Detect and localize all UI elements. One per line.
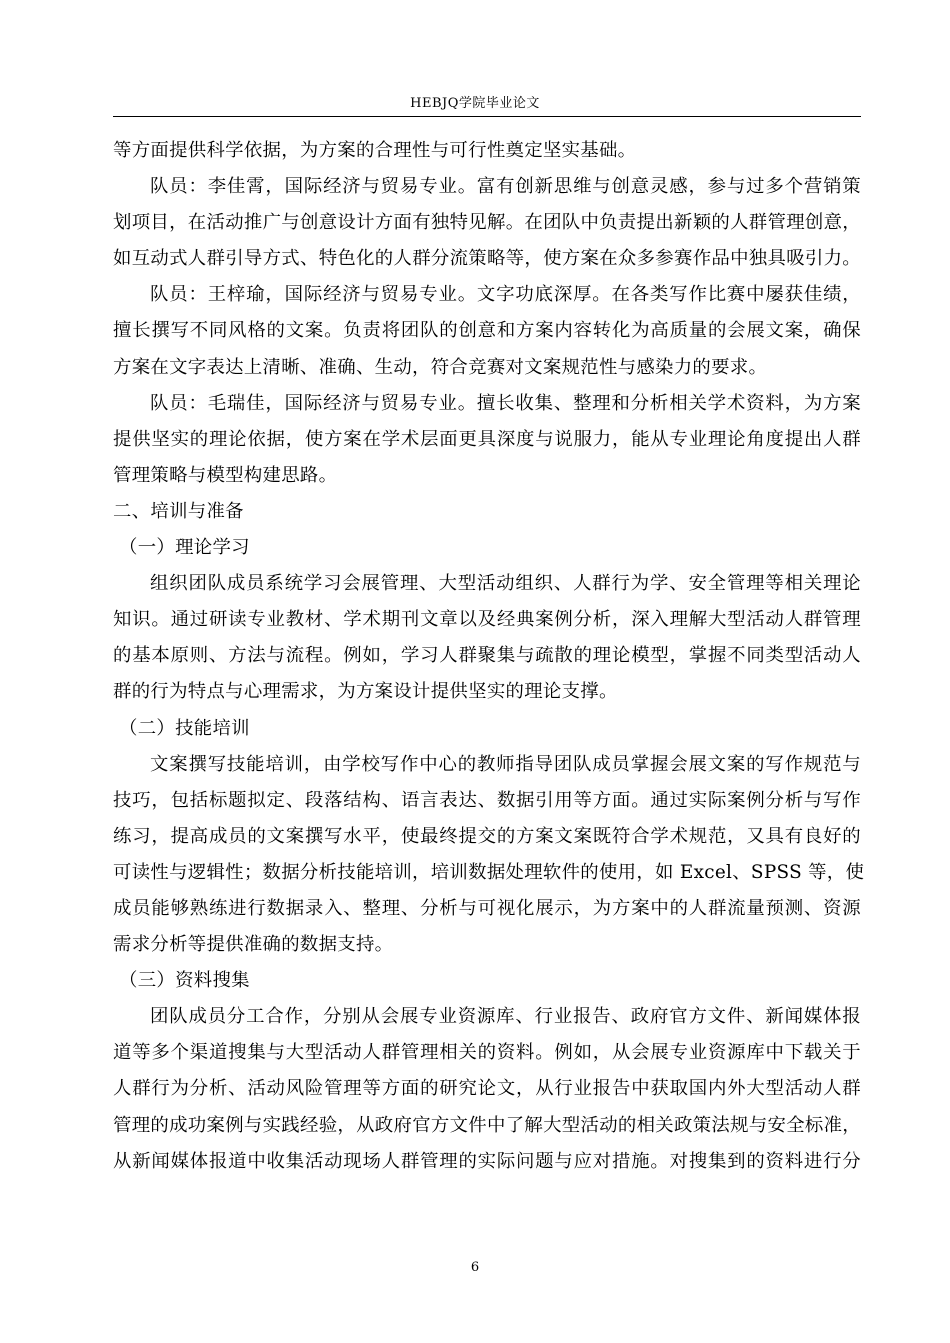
paragraph-line: 管理的成功案例与实践经验，从政府官方文件中了解大型活动的相关政策法规与安全标准， [113,1114,861,1136]
paragraph-line: 等方面提供科学依据，为方案的合理性与可行性奠定坚实基础。 [113,140,637,161]
subsection-heading: （三）资料搜集 [119,970,250,992]
paragraph-line: 组织团队成员系统学习会展管理、大型活动组织、人群行为学、安全管理等相关理论 [150,573,861,595]
paragraph-line: 知识。通过研读专业教材、学术期刊文章以及经典案例分析，深入理解大型活动人群管理 [113,609,861,631]
paragraph-line: 方案在文字表达上清晰、准确、生动，符合竞赛对文案规范性与感染力的要求。 [113,356,768,378]
paragraph-line: 练习，提高成员的文案撰写水平，使最终提交的方案文案既符合学术规范，又具有良好的 [113,825,861,847]
paragraph-line: 擅长撰写不同风格的文案。负责将团队的创意和方案内容转化为高质量的会展文案，确保 [113,320,861,342]
paragraph-line: 成员能够熟练进行数据录入、整理、分析与可视化展示，为方案中的人群流量预测、资源 [113,897,861,919]
paragraph-line: 从新闻媒体报道中收集活动现场人群管理的实际问题与应对措施。对搜集到的资料进行分 [113,1150,861,1172]
header-rule [113,116,861,117]
paragraph-line: 技巧，包括标题拟定、段落结构、语言表达、数据引用等方面。通过实际案例分析与写作 [113,789,861,811]
paragraph-line: 划项目，在活动推广与创意设计方面有独特见解。在团队中负责提出新颖的人群管理创意， [113,212,861,234]
paragraph-line: 队员：毛瑞佳，国际经济与贸易专业。擅长收集、整理和分析相关学术资料，为方案 [150,392,861,414]
paragraph-line: 可读性与逻辑性；数据分析技能培训，培训数据处理软件的使用，如 Excel、SPSS 等，使 [113,861,865,883]
paragraph-line: 的基本原则、方法与流程。例如，学习人群聚集与疏散的理论模型，掌握不同类型活动人 [113,645,861,667]
paragraph-line: 队员：王梓瑜，国际经济与贸易专业。文字功底深厚。在各类写作比赛中屡获佳绩， [150,284,861,306]
paragraph-line: 如互动式人群引导方式、特色化的人群分流策略等，使方案在众多参赛作品中独具吸引力。 [113,248,861,270]
paragraph-line: 团队成员分工合作，分别从会展专业资源库、行业报告、政府官方文件、新闻媒体报 [150,1006,861,1028]
subsection-heading: （一）理论学习 [119,537,250,559]
page-header: HEBJQ学院毕业论文 [410,96,540,111]
paragraph-line: 道等多个渠道搜集与大型活动人群管理相关的资料。例如，从会展专业资源库中下载关于 [113,1042,861,1064]
paragraph-line: 群的行为特点与心理需求，为方案设计提供坚实的理论支撑。 [113,681,618,703]
subsection-heading: （二）技能培训 [119,717,250,739]
body-text [113,133,865,1180]
paragraph-line: 队员：李佳霄，国际经济与贸易专业。富有创新思维与创意灵感，参与过多个营销策 [150,176,861,198]
paragraph-line: 管理策略与模型构建思路。 [113,464,338,486]
paragraph-line: 需求分析等提供准确的数据支持。 [113,934,394,956]
paragraph-line: 提供坚实的理论依据，使方案在学术层面更具深度与说服力，能从专业理论角度提出人群 [113,428,861,450]
paragraph-line: 人群行为分析、活动风险管理等方面的研究论文，从行业报告中获取国内外大型活动人群 [113,1078,861,1100]
section-heading: 二、培训与准备 [113,500,244,522]
paragraph-line: 文案撰写技能培训，由学校写作中心的教师指导团队成员掌握会展文案的写作规范与 [150,753,861,775]
page-number: 6 [470,1260,480,1275]
